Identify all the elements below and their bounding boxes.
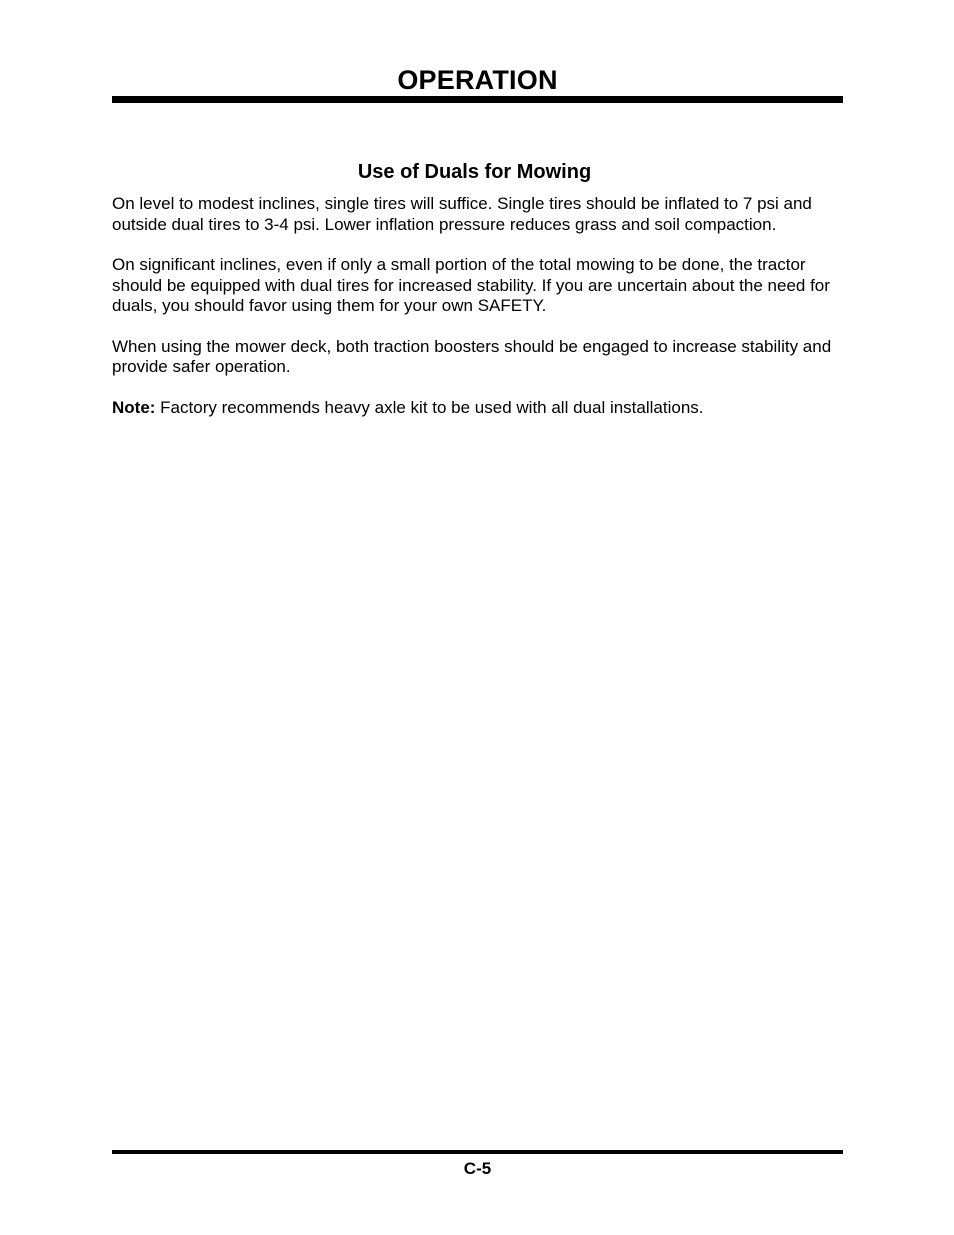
page-number: C-5 bbox=[463, 1159, 492, 1178]
page-header bbox=[112, 60, 843, 100]
section-title: Use of Duals for Mowing bbox=[357, 161, 592, 183]
note-text: Factory recommends heavy axle kit to be used with all dual installations. bbox=[155, 397, 704, 417]
paragraph-traction-boosters: When using the mower deck, both traction boosters should be engaged to increase stability and provide safer operation. bbox=[112, 336, 832, 376]
note-label: Note: bbox=[112, 397, 156, 417]
page-title: OPERATION bbox=[397, 65, 558, 95]
paragraph-single-tires: On level to modest inclines, single tires will suffice. Single tires should be inflated to 7 psi and outside dual tires to 3-4 psi. Lower inflation pressure reduces grass and soil compaction. bbox=[112, 194, 812, 234]
header-divider bbox=[112, 96, 843, 103]
document-body bbox=[112, 158, 837, 438]
note-paragraph bbox=[112, 398, 837, 419]
paragraph-dual-tires: On significant inclines, even if only a small portion of the total mowing to be done, the tractor should be equipped with dual tires for increased stability. If you are uncertain about the need for duals, you should favor using them for your own SAFETY. bbox=[112, 255, 830, 315]
footer-divider bbox=[112, 1150, 843, 1154]
